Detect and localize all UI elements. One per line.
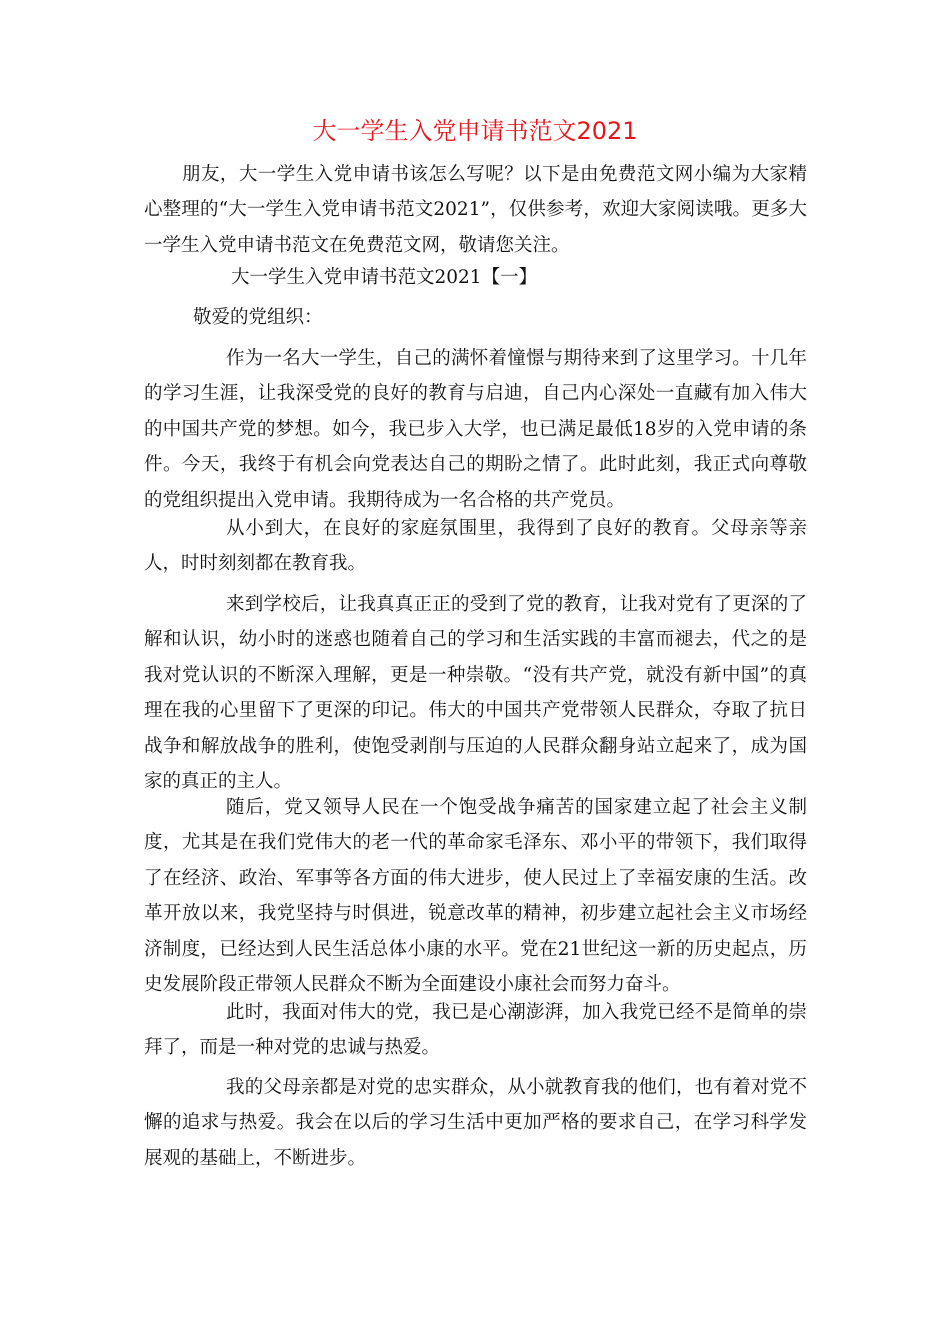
intro-paragraph: 朋友，大一学生入党申请书该怎么写呢？以下是由免费范文网小编为大家精心整理的“大一学生入党申请书范文2021”，仅供参考，欢迎大家阅读哦。更多大一学生入党申请书范文在免费范文网，敬请您关注。 <box>144 164 807 256</box>
body-paragraph-4: 随后，党又领导人民在一个饱受战争痛苦的国家建立起了社会主义制度，尤其是在我们党伟大的老一代的革命家毛泽东、邓小平的带领下，我们取得了在经济、政治、军事等各方面的伟大进步，使人民过上了幸福安康的生活。改革开放以来，我党坚持与时俱进，锐意改革的精神，初步建立起社会主义市场经济制度，已经达到人民生活总体小康的水平。党在21世纪这一新的历史起点，历史发展阶段正带领人民群众不断为全面建设小康社会而努力奋斗。 <box>144 797 807 996</box>
section-heading: 大一学生入党申请书范文2021【一】 <box>231 267 538 288</box>
document-title: 大一学生入党申请书范文2021 <box>312 117 638 145</box>
salutation: 敬爱的党组织： <box>193 307 323 328</box>
body-paragraph-1: 作为一名大一学生，自己的满怀着憧憬与期待来到了这里学习。十几年的学习生涯，让我深受党的良好的教育与启迪，自己内心深处一直藏有加入伟大的中国共产党的梦想。如今，我已步入大学，也已满足最低18岁的入党申请的条件。今天，我终于有机会向党表达自己的期盼之情了。此时此刻，我正式向尊敬的党组织提出入党申请。我期待成为一名合格的共产党员。 <box>144 348 807 511</box>
body-paragraph-6: 我的父母亲都是对党的忠实群众，从小就教育我的他们，也有着对党不懈的追求与热爱。我会在以后的学习生活中更加严格的要求自己，在学习科学发展观的基础上，不断进步。 <box>144 1077 807 1169</box>
body-paragraph-5: 此时，我面对伟大的党，我已是心潮澎湃，加入我党已经不是简单的崇拜了，而是一种对党的忠诚与热爱。 <box>144 1002 807 1059</box>
body-paragraph-2: 从小到大，在良好的家庭氛围里，我得到了良好的教育。父母亲等亲人，时时刻刻都在教育我。 <box>144 518 807 575</box>
body-paragraph-3: 来到学校后，让我真真正正的受到了党的教育，让我对党有了更深的了解和认识，幼小时的迷惑也随着自己的学习和生活实践的丰富而褪去，代之的是我对党认识的不断深入理解，更是一种崇敬。“没有共产党，就没有新中国”的真理在我的心里留下了更深的印记。伟大的中国共产党带领人民群众，夺取了抗日战争和解放战争的胜利，使饱受剥削与压迫的人民群众翻身站立起来了，成为国家的真正的主人。 <box>144 594 807 793</box>
